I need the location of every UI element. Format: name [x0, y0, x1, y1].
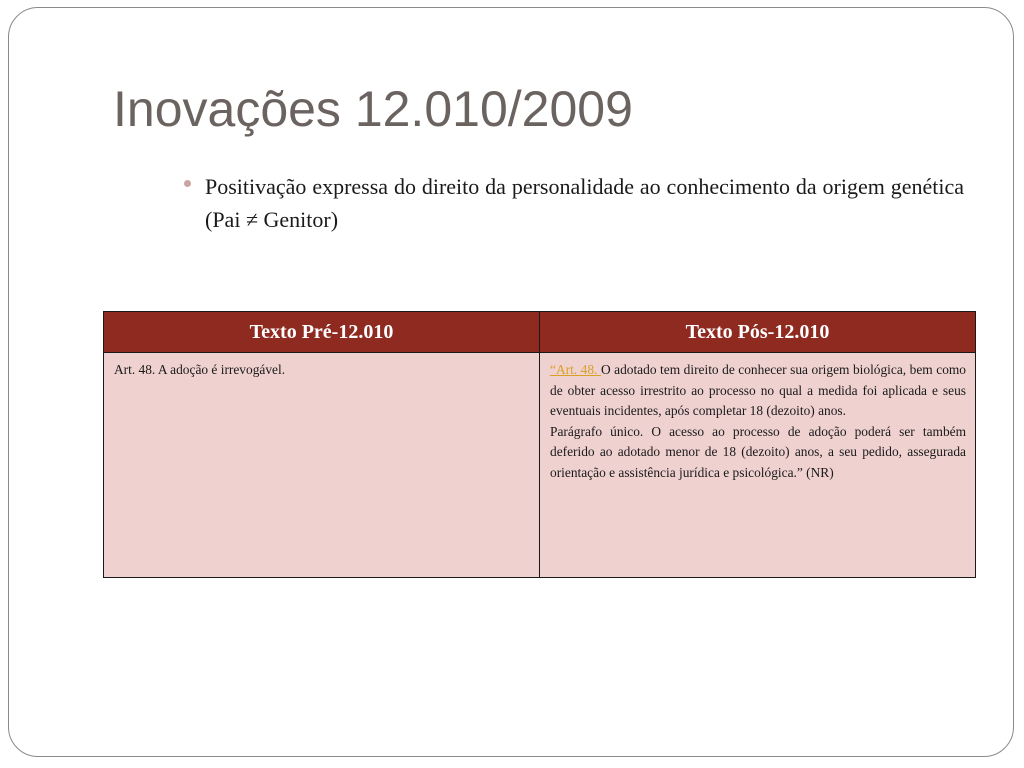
bullet-dot-icon: [184, 180, 191, 187]
art-48-link[interactable]: “Art. 48.: [550, 362, 601, 377]
table-header-row: [104, 312, 976, 353]
post-paragraph-2: Parágrafo único. O acesso ao processo de adoção poderá ser também deferido ao adotado menor de 18 (dezoito) anos, a seu pedido, assegurada orientação e assistência jurídica e psicológica.” (NR): [550, 423, 966, 480]
header-post: Texto Pós-12.010: [540, 312, 976, 353]
pre-text: Art. 48. A adoção é irrevogável.: [114, 362, 286, 377]
table-row: [104, 353, 976, 578]
bullet-text: Positivação expressa do direito da personalidade ao conhecimento da origem genética (Pai ≠ Genitor): [205, 174, 964, 232]
bullet-item: [184, 170, 964, 236]
cell-post-text: [540, 353, 976, 578]
comparison-table: [103, 311, 976, 578]
post-paragraph-1: O adotado tem direito de conhecer sua origem biológica, bem como de obter acesso irrestrito ao processo no qual a medida foi aplicada e seus eventuais incidentes, após completar 18 (dezoito) anos.: [550, 362, 966, 418]
cell-pre-text: [104, 353, 540, 578]
header-pre: Texto Pré-12.010: [104, 312, 540, 353]
slide-title: Inovações 12.010/2009: [113, 81, 633, 137]
